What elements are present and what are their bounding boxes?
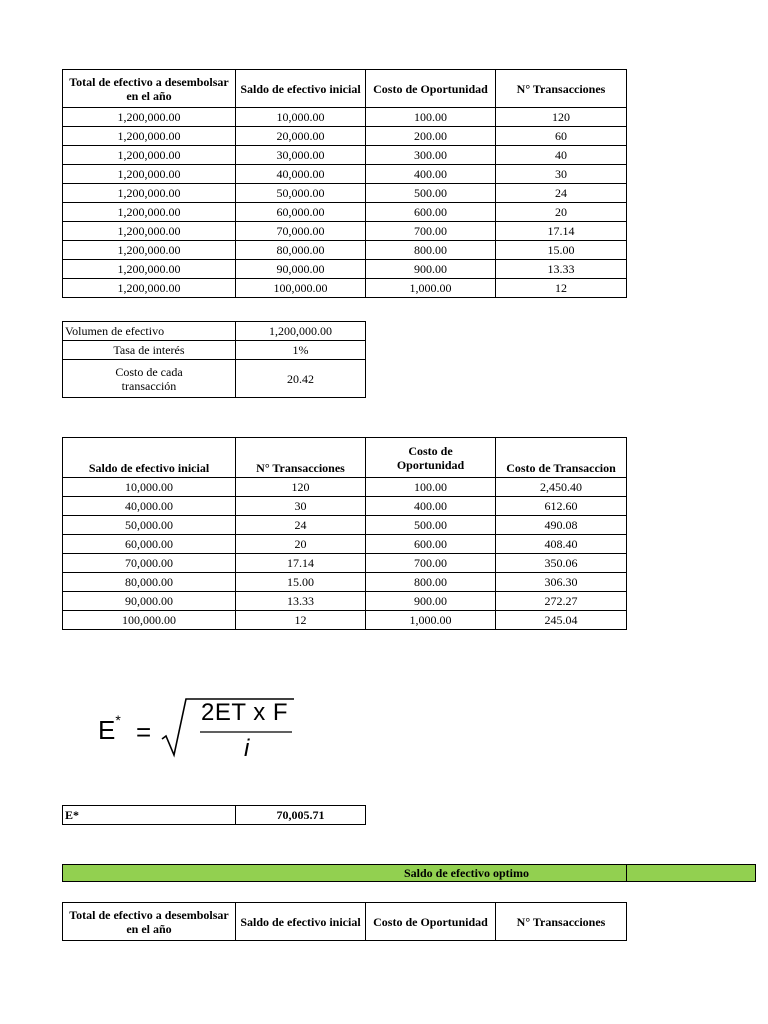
- table-cell: 60,000.00: [236, 203, 366, 222]
- estar-label: E*: [63, 806, 236, 825]
- table-row: [63, 322, 366, 341]
- table-cell: 1,200,000.00: [63, 241, 236, 260]
- table-cell: 30: [236, 497, 366, 516]
- table-body: [63, 478, 627, 630]
- table-cell: 15.00: [496, 241, 627, 260]
- column-header: Saldo de efectivo inicial: [236, 70, 366, 108]
- table-row: [63, 108, 627, 127]
- table-cell: 90,000.00: [236, 260, 366, 279]
- table-cell: 1,200,000.00: [63, 203, 236, 222]
- table-cell: 13.33: [496, 260, 627, 279]
- table-header-row: [63, 438, 627, 478]
- parameter-label: Costo de cada transacción: [63, 360, 236, 398]
- table-cell: 12: [236, 611, 366, 630]
- table-row: [63, 478, 627, 497]
- banner-title: Saldo de efectivo optimo: [404, 866, 529, 880]
- table-cell: 20: [496, 203, 627, 222]
- estar-value: 70,005.71: [236, 806, 366, 825]
- table-cell: 1,200,000.00: [63, 222, 236, 241]
- table-cell: 50,000.00: [236, 184, 366, 203]
- table-cell: 40: [496, 146, 627, 165]
- column-header: N° Transacciones: [236, 438, 366, 478]
- parameter-value: 1%: [236, 341, 366, 360]
- parameter-value: 1,200,000.00: [236, 322, 366, 341]
- table-row: [63, 516, 627, 535]
- table-cell: 100,000.00: [63, 611, 236, 630]
- table-cell: 900.00: [366, 260, 496, 279]
- table-cell: 90,000.00: [63, 592, 236, 611]
- table-cell: 1,200,000.00: [63, 260, 236, 279]
- table-cell: 17.14: [236, 554, 366, 573]
- table-cell: 40,000.00: [63, 497, 236, 516]
- section-banner: [62, 864, 756, 882]
- column-header: Costo de Oportunidad: [366, 903, 496, 941]
- table-row: [63, 573, 627, 592]
- table-cell: 500.00: [366, 516, 496, 535]
- table-row: [63, 279, 627, 298]
- table-cell: 50,000.00: [63, 516, 236, 535]
- table-row: [63, 241, 627, 260]
- table-cell: 12: [496, 279, 627, 298]
- table-cell: 272.27: [496, 592, 627, 611]
- table-cell: 1,200,000.00: [63, 146, 236, 165]
- optimal-cash-table: [62, 902, 627, 941]
- table-cell: 10,000.00: [236, 108, 366, 127]
- baumol-formula: [98, 695, 318, 770]
- table-cell: 900.00: [366, 592, 496, 611]
- optimal-balance-table: [62, 805, 366, 825]
- table-cell: 60: [496, 127, 627, 146]
- table-cell: 30,000.00: [236, 146, 366, 165]
- table-row: [63, 341, 366, 360]
- transaction-cost-table: [62, 437, 627, 630]
- table-cell: 700.00: [366, 222, 496, 241]
- table-cell: 400.00: [366, 497, 496, 516]
- parameter-label: Tasa de interés: [63, 341, 236, 360]
- parameter-label: Volumen de efectivo: [63, 322, 236, 341]
- table-cell: 70,000.00: [236, 222, 366, 241]
- column-header: Costo de Transaccion: [496, 438, 627, 478]
- table-cell: 200.00: [366, 127, 496, 146]
- table-cell: 800.00: [366, 573, 496, 592]
- table-cell: 120: [236, 478, 366, 497]
- table-body: [63, 108, 627, 298]
- table-cell: 120: [496, 108, 627, 127]
- table-header-row: [63, 903, 627, 941]
- table-cell: 612.60: [496, 497, 627, 516]
- table-cell: 350.06: [496, 554, 627, 573]
- table-row: [63, 146, 627, 165]
- table-row: [63, 554, 627, 573]
- table-cell: 24: [496, 184, 627, 203]
- table-cell: 15.00: [236, 573, 366, 592]
- column-header: Total de efectivo a desembolsar en el año: [63, 903, 236, 941]
- table-row: [63, 497, 627, 516]
- table-row: [63, 360, 366, 398]
- table-cell: 1,200,000.00: [63, 165, 236, 184]
- table-row: [63, 806, 366, 825]
- table-cell: 17.14: [496, 222, 627, 241]
- table-cell: 80,000.00: [236, 241, 366, 260]
- table-cell: 1,200,000.00: [63, 279, 236, 298]
- table-cell: 245.04: [496, 611, 627, 630]
- cash-table: [62, 69, 627, 298]
- table-cell: 700.00: [366, 554, 496, 573]
- table-cell: 70,000.00: [63, 554, 236, 573]
- table-row: [63, 535, 627, 554]
- table-row: [63, 592, 627, 611]
- column-header: Costo de Oportunidad: [366, 70, 496, 108]
- table-cell: 100.00: [366, 108, 496, 127]
- table-cell: 30: [496, 165, 627, 184]
- table-cell: 20,000.00: [236, 127, 366, 146]
- table-cell: 600.00: [366, 203, 496, 222]
- table-cell: 408.40: [496, 535, 627, 554]
- column-header: N° Transacciones: [496, 903, 627, 941]
- table-cell: 800.00: [366, 241, 496, 260]
- parameters-table: [62, 321, 366, 398]
- table-cell: 100,000.00: [236, 279, 366, 298]
- table-row: [63, 203, 627, 222]
- table-cell: 1,200,000.00: [63, 127, 236, 146]
- table-row: [63, 165, 627, 184]
- parameter-value: 20.42: [236, 360, 366, 398]
- table-cell: 1,200,000.00: [63, 108, 236, 127]
- table-row: [63, 222, 627, 241]
- column-header: Costo de Oportunidad: [366, 438, 496, 478]
- formula-numerator: 2ET x F: [201, 699, 289, 726]
- column-header: Saldo de efectivo inicial: [63, 438, 236, 478]
- table-cell: 300.00: [366, 146, 496, 165]
- column-header: Saldo de efectivo inicial: [236, 903, 366, 941]
- table-cell: 100.00: [366, 478, 496, 497]
- formula-denominator: i: [244, 735, 250, 762]
- table-row: [63, 127, 627, 146]
- table-cell: 400.00: [366, 165, 496, 184]
- table-cell: 2,450.40: [496, 478, 627, 497]
- table-cell: 1,000.00: [366, 279, 496, 298]
- table-cell: 10,000.00: [63, 478, 236, 497]
- table-cell: 40,000.00: [236, 165, 366, 184]
- table-cell: 24: [236, 516, 366, 535]
- table-row: [63, 611, 627, 630]
- table-header-row: [63, 70, 627, 108]
- table-row: [63, 260, 627, 279]
- column-header: Total de efectivo a desembolsar en el año: [63, 70, 236, 108]
- table-cell: 20: [236, 535, 366, 554]
- table-cell: 306.30: [496, 573, 627, 592]
- table-cell: 500.00: [366, 184, 496, 203]
- formula-lhs: E*: [98, 712, 121, 745]
- table-cell: 80,000.00: [63, 573, 236, 592]
- table-cell: 13.33: [236, 592, 366, 611]
- cell-divider: [626, 864, 627, 882]
- table-row: [63, 184, 627, 203]
- table-cell: 1,200,000.00: [63, 184, 236, 203]
- table-cell: 600.00: [366, 535, 496, 554]
- table-cell: 490.08: [496, 516, 627, 535]
- table-cell: 1,000.00: [366, 611, 496, 630]
- formula-equals: =: [136, 717, 152, 747]
- column-header: N° Transacciones: [496, 70, 627, 108]
- table-cell: 60,000.00: [63, 535, 236, 554]
